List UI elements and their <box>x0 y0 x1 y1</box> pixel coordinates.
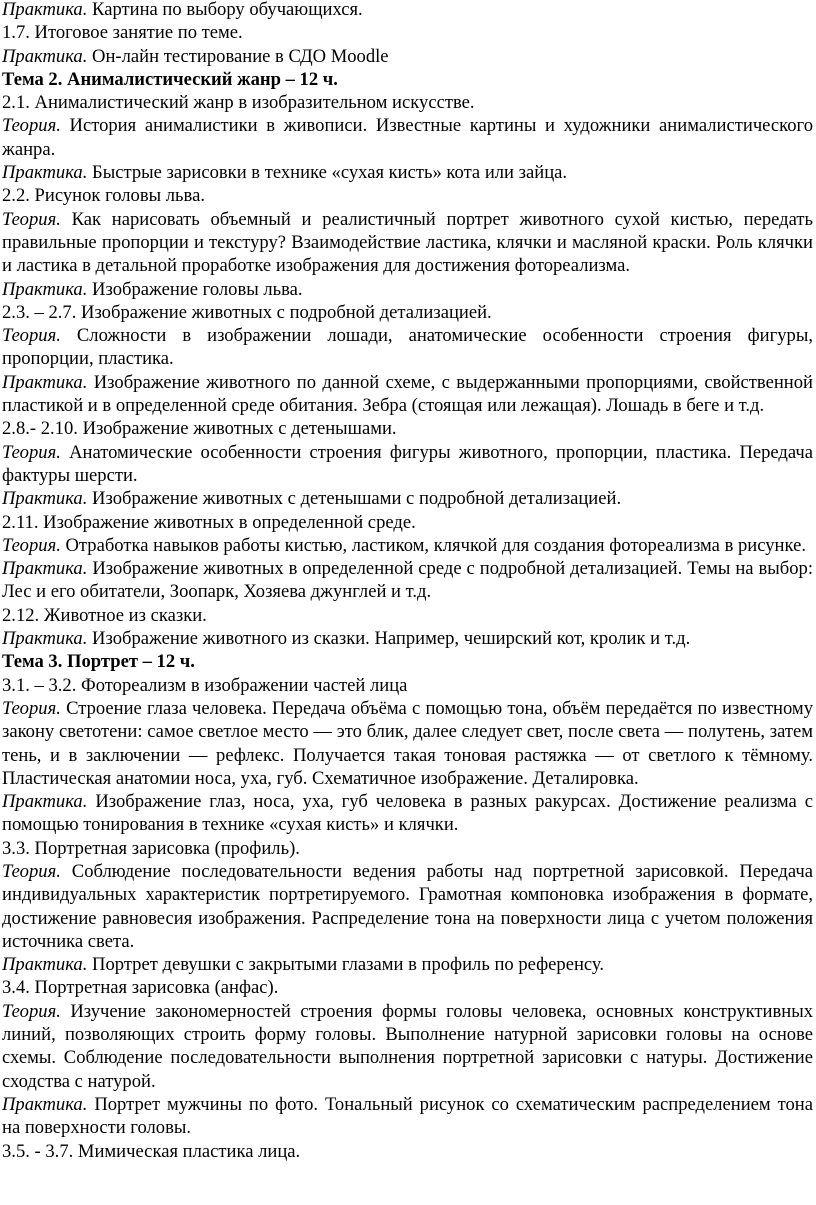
section-heading-text: Тема 2. Анималистический жанр – 12 ч. <box>2 68 338 90</box>
practice-line <box>2 278 813 301</box>
theory-label: Теория. <box>2 208 61 230</box>
theory-text: Изучение закономерностей строения формы головы человека, основных конструктивных линий, позволяющих строить форму головы. Выполнение натурной зарисовки головы на основе схемы. Соблюдение последовательности выполнения портретной зарисовки с натуры. Достижение сходства с натурой. <box>2 1000 813 1092</box>
lesson-title-text: 2.12. Животное из сказки. <box>2 604 207 626</box>
theory-text: Как нарисовать объемный и реалистичный портрет животного сухой кистью, передать правильные пропорции и текстуру? Взаимодействие ластика, клячки и масляной краски. Роль клячки и ластика в детальной проработке изображения для достижения фотореализма. <box>2 208 813 277</box>
practice-line <box>2 953 813 976</box>
theory-text: Анатомические особенности строения фигуры животного, пропорции, пластика. Передача фактуры шерсти. <box>2 441 813 486</box>
theory-paragraph <box>2 208 813 278</box>
practice-line <box>2 161 813 184</box>
lesson-title <box>2 604 813 627</box>
practice-text: Портрет мужчины по фото. Тональный рисунок со схематическим распределением тона на поверхности головы. <box>2 1093 813 1139</box>
lesson-title-text: 3.4. Портретная зарисовка (анфас). <box>2 977 279 999</box>
theory-text: Отработка навыков работы кистью, ластиком, клячкой для создания фотореализма в рисунке. <box>60 534 806 556</box>
practice-label: Практика. <box>2 558 88 580</box>
practice-text: Изображение глаз, носа, уха, губ человека в разных ракурсах. Достижение реализма с помощью тонирования в технике «сухая кисть» и клячки. <box>2 791 813 836</box>
lesson-title-text: 2.3. – 2.7. Изображение животных с подробной детализацией. <box>2 301 492 323</box>
practice-text: Изображение животного из сказки. Например, чеширский кот, кролик и т.д. <box>87 628 691 650</box>
theory-paragraph <box>2 441 813 488</box>
practice-text: Портрет девушки с закрытыми глазами в профиль по референсу. <box>87 954 605 976</box>
practice-label: Практика. <box>2 954 88 976</box>
practice-line <box>2 0 813 21</box>
lesson-title <box>2 674 813 697</box>
lesson-title-text: 2.1. Анималистический жанр в изобразительном искусстве. <box>2 92 475 114</box>
theory-text: Сложности в изображении лошади, анатомические особенности строения фигуры, пропорции, пластика. <box>2 325 813 370</box>
theory-label: Теория. <box>2 115 61 137</box>
lesson-title <box>2 417 813 440</box>
lesson-title <box>2 184 813 207</box>
lesson-title-text: 3.1. – 3.2. Фотореализм в изображении частей лица <box>2 674 408 696</box>
lesson-title-text: 3.5. - 3.7. Мимическая пластика лица. <box>2 1140 301 1162</box>
theory-paragraph <box>2 1000 813 1093</box>
practice-text: Картина по выбору обучающихся. <box>87 0 363 20</box>
lesson-title <box>2 511 813 534</box>
practice-text: Он-лайн тестирование в СДО Moodle <box>87 45 389 67</box>
practice-text: Изображение животных в определенной среде с подробной детализацией. Темы на выбор: Лес и его обитатели, Зоопарк, Хозяева джунглей и т.д. <box>2 558 813 603</box>
document-page <box>2 0 813 1163</box>
practice-label: Практика. <box>2 278 88 300</box>
theory-label: Теория. <box>2 441 61 463</box>
practice-line <box>2 45 813 68</box>
lesson-title-text: 2.2. Рисунок головы льва. <box>2 185 205 207</box>
practice-paragraph <box>2 371 813 418</box>
theory-paragraph <box>2 697 813 790</box>
theory-label: Теория. <box>2 1000 61 1022</box>
practice-label: Практика. <box>2 0 88 20</box>
theory-text: Строение глаза человека. Передача объёма с помощью тона, объём передаётся по известному закону светотени: самое светлое место — это блик, далее следует свет, после света — полутень, затем тень, и в заключении — рефлекс. Получается такая тоновая растяжка — от светлого к тёмному. Пластическая анатомии носа, уха, губ. Схематичное изображение. Деталировка. <box>2 697 813 789</box>
lesson-title-text: 1.7. Итоговое занятие по теме. <box>2 22 243 44</box>
theory-paragraph <box>2 534 813 557</box>
lesson-title <box>2 1140 813 1163</box>
practice-label: Практика. <box>2 628 88 650</box>
practice-text: Быстрые зарисовки в технике «сухая кисть» кота или зайца. <box>87 162 568 184</box>
theory-label: Теория. <box>2 534 61 556</box>
practice-line <box>2 627 813 650</box>
practice-line <box>2 487 813 510</box>
practice-label: Практика. <box>2 1093 88 1115</box>
theory-label: Теория. <box>2 697 61 719</box>
practice-paragraph <box>2 1093 813 1140</box>
practice-label: Практика. <box>2 162 88 184</box>
section-heading <box>2 650 813 673</box>
lesson-title <box>2 976 813 999</box>
theory-paragraph <box>2 860 813 953</box>
theory-text: История анималистики в живописи. Известные картины и художники анималистического жанра. <box>2 115 813 160</box>
practice-label: Практика. <box>2 791 88 813</box>
lesson-title-text: 3.3. Портретная зарисовка (профиль). <box>2 837 300 859</box>
theory-label: Теория. <box>2 860 61 882</box>
lesson-title <box>2 91 813 114</box>
theory-label: Теория. <box>2 325 61 347</box>
theory-text: Соблюдение последовательности ведения работы над портретной зарисовкой. Передача индивидуальных характеристик портретируемого. Грамотная компоновка изображения в формате, достижение равновесия изображения. Распределение тона на поверхности лица с учетом положения источника света. <box>2 860 813 952</box>
practice-paragraph <box>2 557 813 604</box>
section-heading <box>2 68 813 91</box>
practice-label: Практика. <box>2 488 88 510</box>
practice-label: Практика. <box>2 45 88 67</box>
practice-label: Практика. <box>2 371 88 393</box>
lesson-title-text: 2.11. Изображение животных в определенной среде. <box>2 511 416 533</box>
section-heading-text: Тема 3. Портрет – 12 ч. <box>2 651 195 673</box>
practice-paragraph <box>2 790 813 837</box>
practice-text: Изображение головы льва. <box>87 278 303 300</box>
lesson-title <box>2 301 813 324</box>
lesson-title-text: 2.8.- 2.10. Изображение животных с детенышами. <box>2 418 397 440</box>
practice-text: Изображение животного по данной схеме, с выдержанными пропорциями, свойственной пластикой и в определенной среде обитания. Зебра (стоящая или лежащая). Лошадь в беге и т.д. <box>2 371 813 417</box>
lesson-title <box>2 21 813 44</box>
theory-paragraph <box>2 324 813 371</box>
theory-paragraph <box>2 114 813 161</box>
lesson-title <box>2 837 813 860</box>
practice-text: Изображение животных с детенышами с подробной детализацией. <box>87 488 622 510</box>
